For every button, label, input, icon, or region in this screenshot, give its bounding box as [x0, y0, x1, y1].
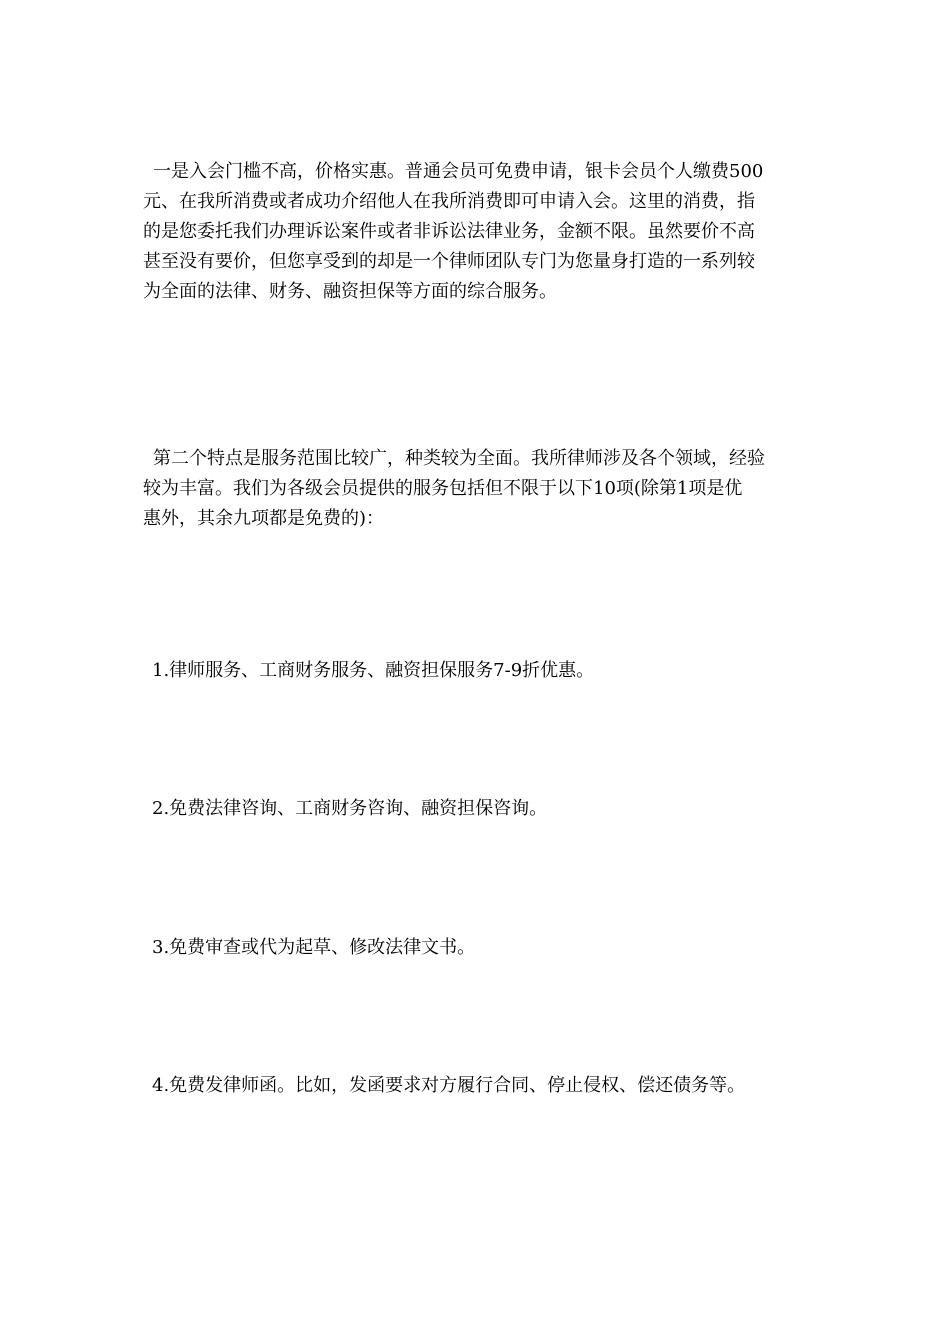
- paragraph-line: 惠外，其余九项都是免费的)：: [143, 508, 385, 529]
- list-item-4: 4.免费发律师函。比如，发函要求对方履行合同、停止侵权、偿还债务等。: [152, 1075, 746, 1096]
- paragraph-line: 的是您委托我们办理诉讼案件或者非诉讼法律业务，金额不限。虽然要价不高: [143, 221, 755, 242]
- paragraph-line: 为全面的法律、财务、融资担保等方面的综合服务。: [143, 281, 557, 302]
- list-item-3: 3.免费审查或代为起草、修改法律文书。: [152, 937, 476, 958]
- paragraph-line: 元、在我所消费或者成功介绍他人在我所消费即可申请入会。这里的消费，指: [143, 191, 755, 212]
- list-item-1: 1.律师服务、工商财务服务、融资担保服务7-9折优惠。: [152, 660, 595, 681]
- paragraph-line: 第二个特点是服务范围比较广，种类较为全面。我所律师涉及各个领域，经验: [153, 448, 765, 469]
- paragraph-line: 甚至没有要价，但您享受到的却是一个律师团队专门为您量身打造的一系列较: [143, 251, 755, 272]
- list-item-2: 2.免费法律咨询、工商财务咨询、融资担保咨询。: [152, 798, 548, 819]
- paragraph-membership-threshold: [143, 157, 809, 307]
- paragraph-line: 较为丰富。我们为各级会员提供的服务包括但不限于以下10项(除第1项是优: [143, 478, 743, 499]
- paragraph-service-scope: [143, 444, 809, 534]
- paragraph-line: 一是入会门槛不高，价格实惠。普通会员可免费申请，银卡会员个人缴费500: [153, 161, 764, 182]
